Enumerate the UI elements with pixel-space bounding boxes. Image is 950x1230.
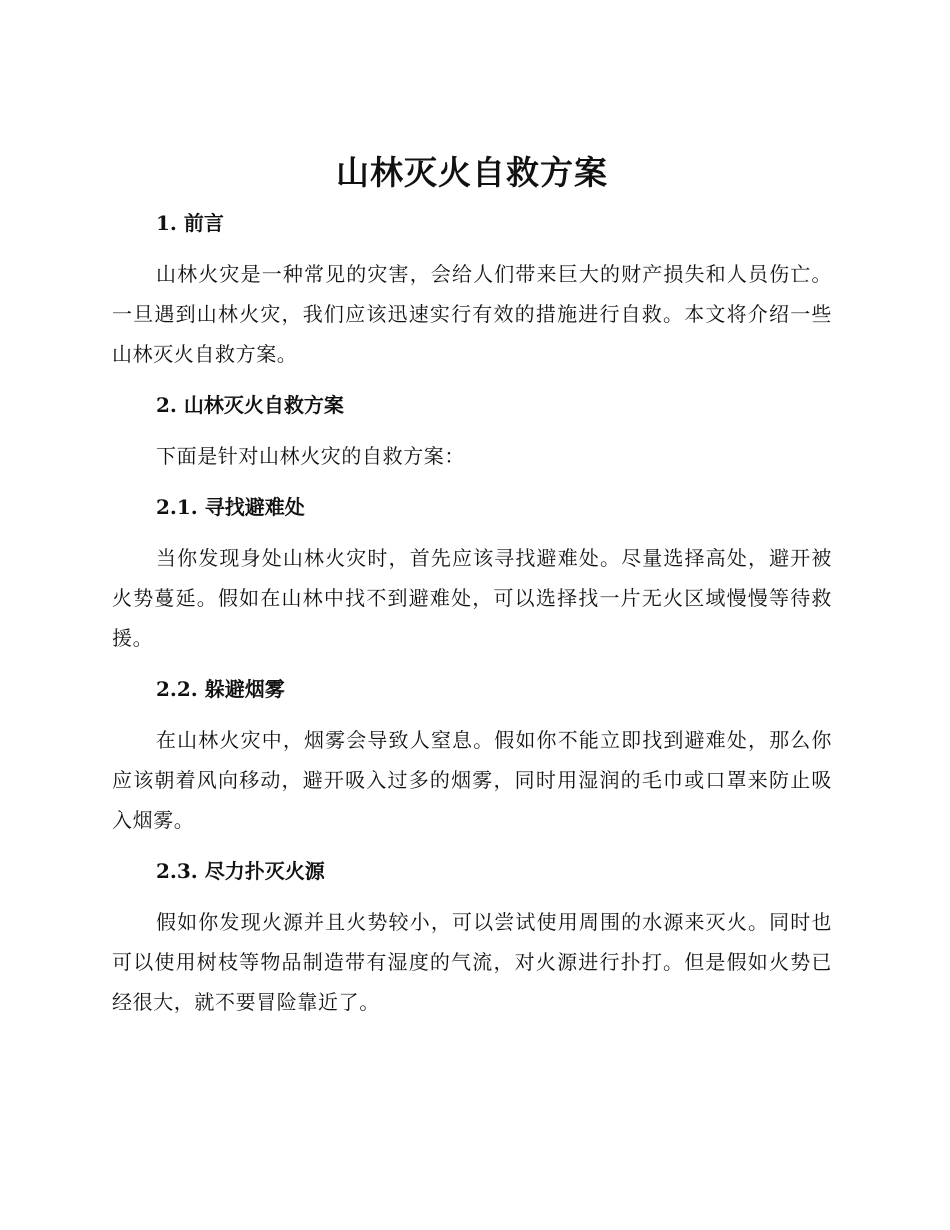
spacer [112, 238, 832, 254]
spacer [112, 522, 832, 538]
spacer [112, 658, 832, 674]
section-paragraph: 当你发现身处山林火灾时，首先应该寻找避难处。尽量选择高处，避开被火势蔓延。假如在山林中找不到避难处，可以选择找一片无火区域慢慢等待救援。 [112, 546, 832, 650]
spacer [112, 196, 832, 208]
section-heading: 1. 前言 [156, 211, 224, 235]
section-paragraph: 假如你发现火源并且火势较小，可以尝试使用周围的水源来灭火。同时也可以使用树枝等物品制造带有湿度的气流，对火源进行扑打。但是假如火势已经很大，就不要冒险靠近了。 [112, 910, 832, 1014]
document-page [112, 150, 832, 1022]
spacer [112, 476, 832, 492]
section-heading: 2.3. 尽力扑灭火源 [156, 859, 325, 883]
section-paragraph: 山林火灾是一种常见的灾害，会给人们带来巨大的财产损失和人员伤亡。一旦遇到山林火灾，我们应该迅速实行有效的措施进行自救。本文将介绍一些山林灭火自救方案。 [112, 262, 832, 366]
section-paragraph: 在山林火灾中，烟雾会导致人窒息。假如你不能立即找到避难处，那么你应该朝着风向移动，避开吸入过多的烟雾，同时用湿润的毛巾或口罩来防止吸入烟雾。 [112, 728, 832, 832]
document-title: 山林灭火自救方案 [336, 153, 608, 192]
spacer [112, 420, 832, 436]
section-find-shelter [112, 492, 832, 658]
section-extinguish-fire [112, 856, 832, 1022]
spacer [112, 374, 832, 390]
section-heading: 2. 山林灭火自救方案 [156, 393, 344, 417]
section-heading: 2.1. 寻找避难处 [156, 495, 305, 519]
section-paragraph: 下面是针对山林火灾的自救方案： [156, 444, 465, 468]
section-avoid-smoke [112, 674, 832, 840]
section-heading: 2.2. 躲避烟雾 [156, 677, 285, 701]
section-rescue-plan [112, 390, 832, 476]
section-preface [112, 208, 832, 374]
spacer [112, 704, 832, 720]
spacer [112, 886, 832, 902]
spacer [112, 840, 832, 856]
